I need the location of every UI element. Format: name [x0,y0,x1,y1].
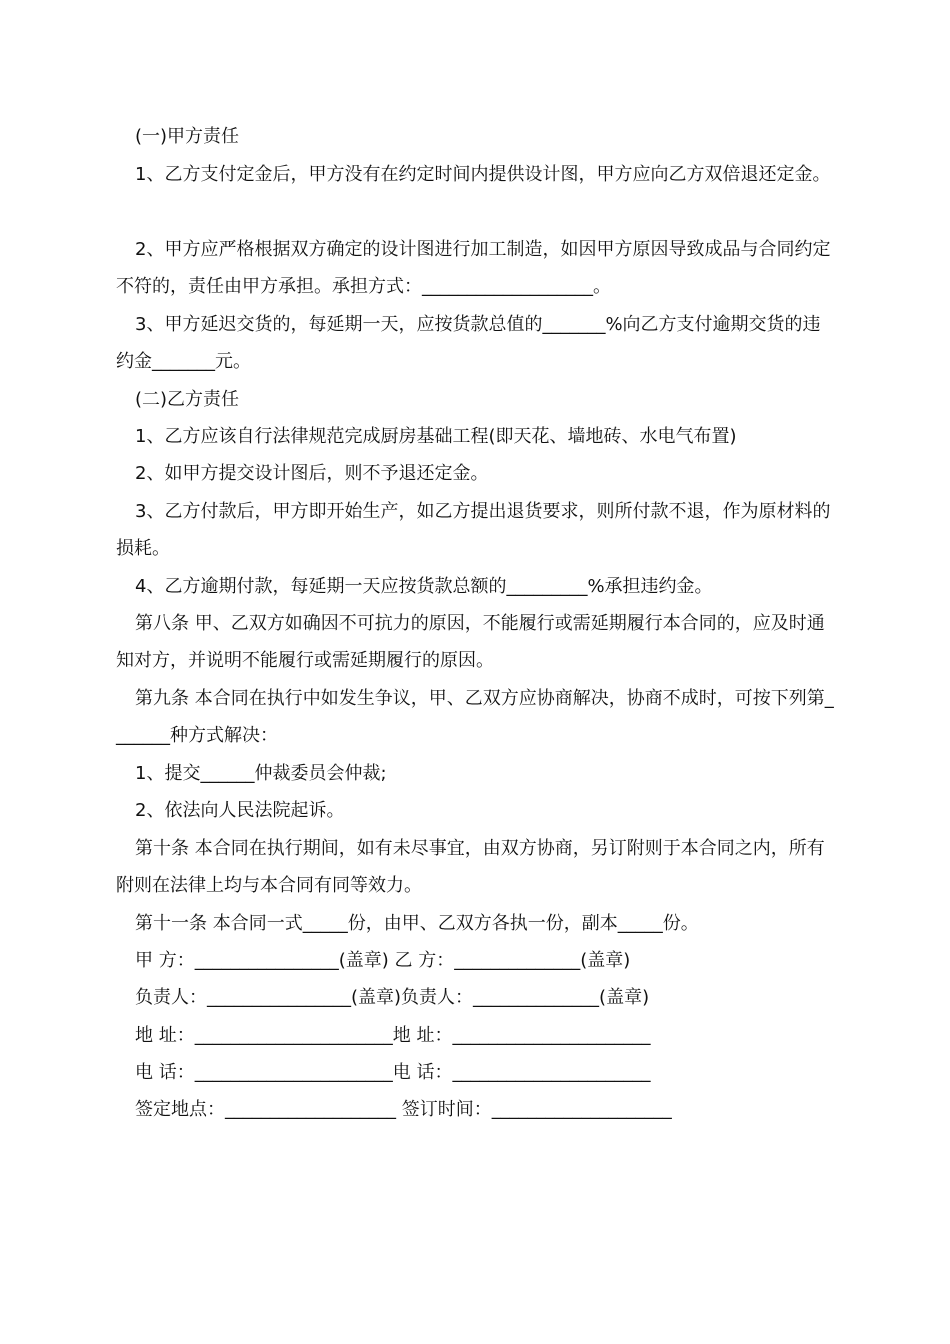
signature-principal-line: 负责人：________________(盖章)负责人：______________(盖章) [135,987,650,1008]
party-b-item-1: 1、乙方应该自行法律规范完成厨房基础工程(即天花、墙地砖、水电气布置) [135,426,737,447]
party-a-item-2: 2、甲方应严格根据双方确定的设计图进行加工制造，如因甲方原因导致成品与合同约定不符的，责任由甲方承担。承担方式：___________________。 [116,239,831,297]
party-a-item-3: 3、甲方延迟交货的，每延期一天，应按货款总值的_______%向乙方支付逾期交货的违约金_______元。 [116,314,821,372]
article-10: 第十条 本合同在执行期间，如有未尽事宜，由双方协商，另订附则于本合同之内，所有附则在法律上均与本合同有同等效力。 [116,838,825,896]
article-8: 第八条 甲、乙双方如确因不可抗力的原因，不能履行或需延期履行本合同的，应及时通知对方，并说明不能履行或需延期履行的原因。 [116,613,825,671]
signature-party-line: 甲 方：________________(盖章) 乙 方：______________(盖章) [135,950,631,971]
signature-sign-line: 签定地点：___________________ 签订时间：____________________ [135,1099,672,1120]
party-a-heading: (一)甲方责任 [135,126,240,147]
signature-phone-line: 电 话：______________________电 话：______________________ [135,1062,651,1083]
party-b-item-4: 4、乙方逾期付款，每延期一天应按货款总额的_________%承担违约金。 [135,576,713,597]
party-b-item-2: 2、如甲方提交设计图后，则不予退还定金。 [135,463,489,484]
article-9: 第九条 本合同在执行中如发生争议，甲、乙双方应协商解决，协商不成时，可按下列第_______种方式解决： [116,688,834,746]
signature-address-line: 地 址：______________________地 址：______________________ [135,1025,651,1046]
party-a-item-1: 1、乙方支付定金后，甲方没有在约定时间内提供设计图，甲方应向乙方双倍退还定金。 [135,164,831,185]
article-9-option-2: 2、依法向人民法院起诉。 [135,800,345,821]
article-11: 第十一条 本合同一式_____份，由甲、乙双方各执一份，副本_____份。 [135,913,699,934]
party-b-heading: (二)乙方责任 [135,389,240,410]
article-9-option-1: 1、提交______仲裁委员会仲裁; [135,763,387,784]
party-b-item-3: 3、乙方付款后，甲方即开始生产，如乙方提出退货要求，则所付款不退，作为原材料的损耗。 [116,501,831,559]
